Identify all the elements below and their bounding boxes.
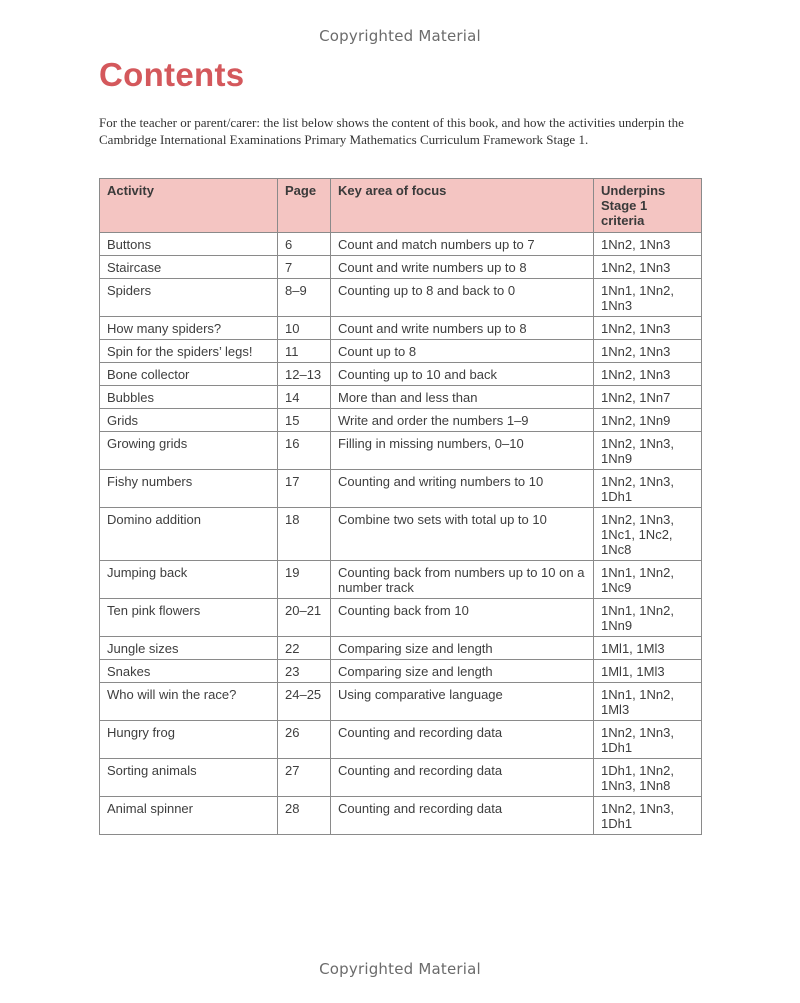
cell-focus: Count and match numbers up to 7 xyxy=(331,233,594,256)
cell-page: 15 xyxy=(278,409,331,432)
cell-criteria: 1Nn1, 1Nn2, 1Nn9 xyxy=(594,599,702,637)
cell-page: 8–9 xyxy=(278,279,331,317)
cell-page: 17 xyxy=(278,470,331,508)
cell-activity: Ten pink flowers xyxy=(100,599,278,637)
table-row xyxy=(100,470,702,508)
cell-page: 24–25 xyxy=(278,683,331,721)
cell-page: 7 xyxy=(278,256,331,279)
header-focus: Key area of focus xyxy=(331,179,594,233)
table-row xyxy=(100,256,702,279)
cell-criteria: 1Ml1, 1Ml3 xyxy=(594,660,702,683)
cell-criteria: 1Nn1, 1Nn2, 1Nc9 xyxy=(594,561,702,599)
cell-criteria: 1Nn2, 1Nn3 xyxy=(594,340,702,363)
cell-page: 10 xyxy=(278,317,331,340)
cell-focus: Combine two sets with total up to 10 xyxy=(331,508,594,561)
cell-focus: Counting back from numbers up to 10 on a number track xyxy=(331,561,594,599)
cell-focus: Count up to 8 xyxy=(331,340,594,363)
cell-page: 12–13 xyxy=(278,363,331,386)
cell-focus: Counting and recording data xyxy=(331,759,594,797)
table-row xyxy=(100,279,702,317)
table-body xyxy=(100,233,702,835)
cell-activity: Animal spinner xyxy=(100,797,278,835)
cell-criteria: 1Nn1, 1Nn2, 1Ml3 xyxy=(594,683,702,721)
table-row xyxy=(100,386,702,409)
cell-focus: Count and write numbers up to 8 xyxy=(331,256,594,279)
cell-page: 20–21 xyxy=(278,599,331,637)
cell-criteria: 1Nn2, 1Nn3 xyxy=(594,317,702,340)
intro-text: For the teacher or parent/carer: the list below shows the content of this book, and how the activities underpin the Cambridge International Examinations Primary Mathematics Curriculum Framework Stage 1. xyxy=(99,115,684,147)
table-header-row xyxy=(100,179,702,233)
cell-activity: Who will win the race? xyxy=(100,683,278,721)
cell-page: 23 xyxy=(278,660,331,683)
cell-focus: Counting and recording data xyxy=(331,797,594,835)
page-title: Contents xyxy=(99,56,245,93)
cell-focus: Comparing size and length xyxy=(331,637,594,660)
cell-page: 22 xyxy=(278,637,331,660)
cell-activity: Spiders xyxy=(100,279,278,317)
header-criteria: Underpins Stage 1 criteria xyxy=(594,179,702,233)
cell-activity: Bone collector xyxy=(100,363,278,386)
cell-criteria: 1Nn2, 1Nn3 xyxy=(594,233,702,256)
cell-focus: Comparing size and length xyxy=(331,660,594,683)
table-row xyxy=(100,561,702,599)
table-row xyxy=(100,233,702,256)
cell-focus: Counting and writing numbers to 10 xyxy=(331,470,594,508)
cell-focus: Counting up to 8 and back to 0 xyxy=(331,279,594,317)
cell-activity: How many spiders? xyxy=(100,317,278,340)
cell-focus: Write and order the numbers 1–9 xyxy=(331,409,594,432)
cell-page: 19 xyxy=(278,561,331,599)
table-row xyxy=(100,409,702,432)
cell-criteria: 1Dh1, 1Nn2, 1Nn3, 1Nn8 xyxy=(594,759,702,797)
cell-focus: Counting back from 10 xyxy=(331,599,594,637)
copyright-watermark-bottom: Copyrighted Material xyxy=(319,960,481,978)
table-row xyxy=(100,508,702,561)
table-row xyxy=(100,660,702,683)
cell-activity: Jumping back xyxy=(100,561,278,599)
table-row xyxy=(100,599,702,637)
table-row xyxy=(100,363,702,386)
cell-criteria: 1Ml1, 1Ml3 xyxy=(594,637,702,660)
cell-criteria: 1Nn2, 1Nn3, 1Dh1 xyxy=(594,721,702,759)
cell-criteria: 1Nn2, 1Nn3 xyxy=(594,363,702,386)
cell-page: 28 xyxy=(278,797,331,835)
cell-activity: Staircase xyxy=(100,256,278,279)
table-row xyxy=(100,759,702,797)
table-row xyxy=(100,340,702,363)
table-row xyxy=(100,432,702,470)
cell-activity: Growing grids xyxy=(100,432,278,470)
cell-activity: Jungle sizes xyxy=(100,637,278,660)
table-row xyxy=(100,683,702,721)
cell-activity: Domino addition xyxy=(100,508,278,561)
cell-page: 27 xyxy=(278,759,331,797)
table-row xyxy=(100,797,702,835)
cell-page: 6 xyxy=(278,233,331,256)
cell-page: 14 xyxy=(278,386,331,409)
copyright-watermark-top: Copyrighted Material xyxy=(319,27,481,45)
cell-focus: More than and less than xyxy=(331,386,594,409)
cell-activity: Buttons xyxy=(100,233,278,256)
cell-activity: Sorting animals xyxy=(100,759,278,797)
cell-focus: Counting and recording data xyxy=(331,721,594,759)
cell-activity: Spin for the spiders’ legs! xyxy=(100,340,278,363)
cell-focus: Counting up to 10 and back xyxy=(331,363,594,386)
cell-activity: Snakes xyxy=(100,660,278,683)
cell-activity: Hungry frog xyxy=(100,721,278,759)
cell-focus: Count and write numbers up to 8 xyxy=(331,317,594,340)
cell-criteria: 1Nn2, 1Nn3, 1Nn9 xyxy=(594,432,702,470)
table-row xyxy=(100,721,702,759)
cell-page: 11 xyxy=(278,340,331,363)
cell-focus: Using comparative language xyxy=(331,683,594,721)
cell-page: 18 xyxy=(278,508,331,561)
cell-criteria: 1Nn2, 1Nn3, 1Dh1 xyxy=(594,797,702,835)
cell-criteria: 1Nn2, 1Nn3, 1Dh1 xyxy=(594,470,702,508)
cell-criteria: 1Nn2, 1Nn3 xyxy=(594,256,702,279)
cell-activity: Fishy numbers xyxy=(100,470,278,508)
cell-criteria: 1Nn1, 1Nn2, 1Nn3 xyxy=(594,279,702,317)
header-page: Page xyxy=(278,179,331,233)
cell-page: 16 xyxy=(278,432,331,470)
cell-criteria: 1Nn2, 1Nn3, 1Nc1, 1Nc2, 1Nc8 xyxy=(594,508,702,561)
cell-activity: Grids xyxy=(100,409,278,432)
header-activity: Activity xyxy=(100,179,278,233)
cell-activity: Bubbles xyxy=(100,386,278,409)
cell-criteria: 1Nn2, 1Nn9 xyxy=(594,409,702,432)
cell-page: 26 xyxy=(278,721,331,759)
table-row xyxy=(100,317,702,340)
cell-criteria: 1Nn2, 1Nn7 xyxy=(594,386,702,409)
contents-table xyxy=(99,178,702,835)
cell-focus: Filling in missing numbers, 0–10 xyxy=(331,432,594,470)
table-row xyxy=(100,637,702,660)
